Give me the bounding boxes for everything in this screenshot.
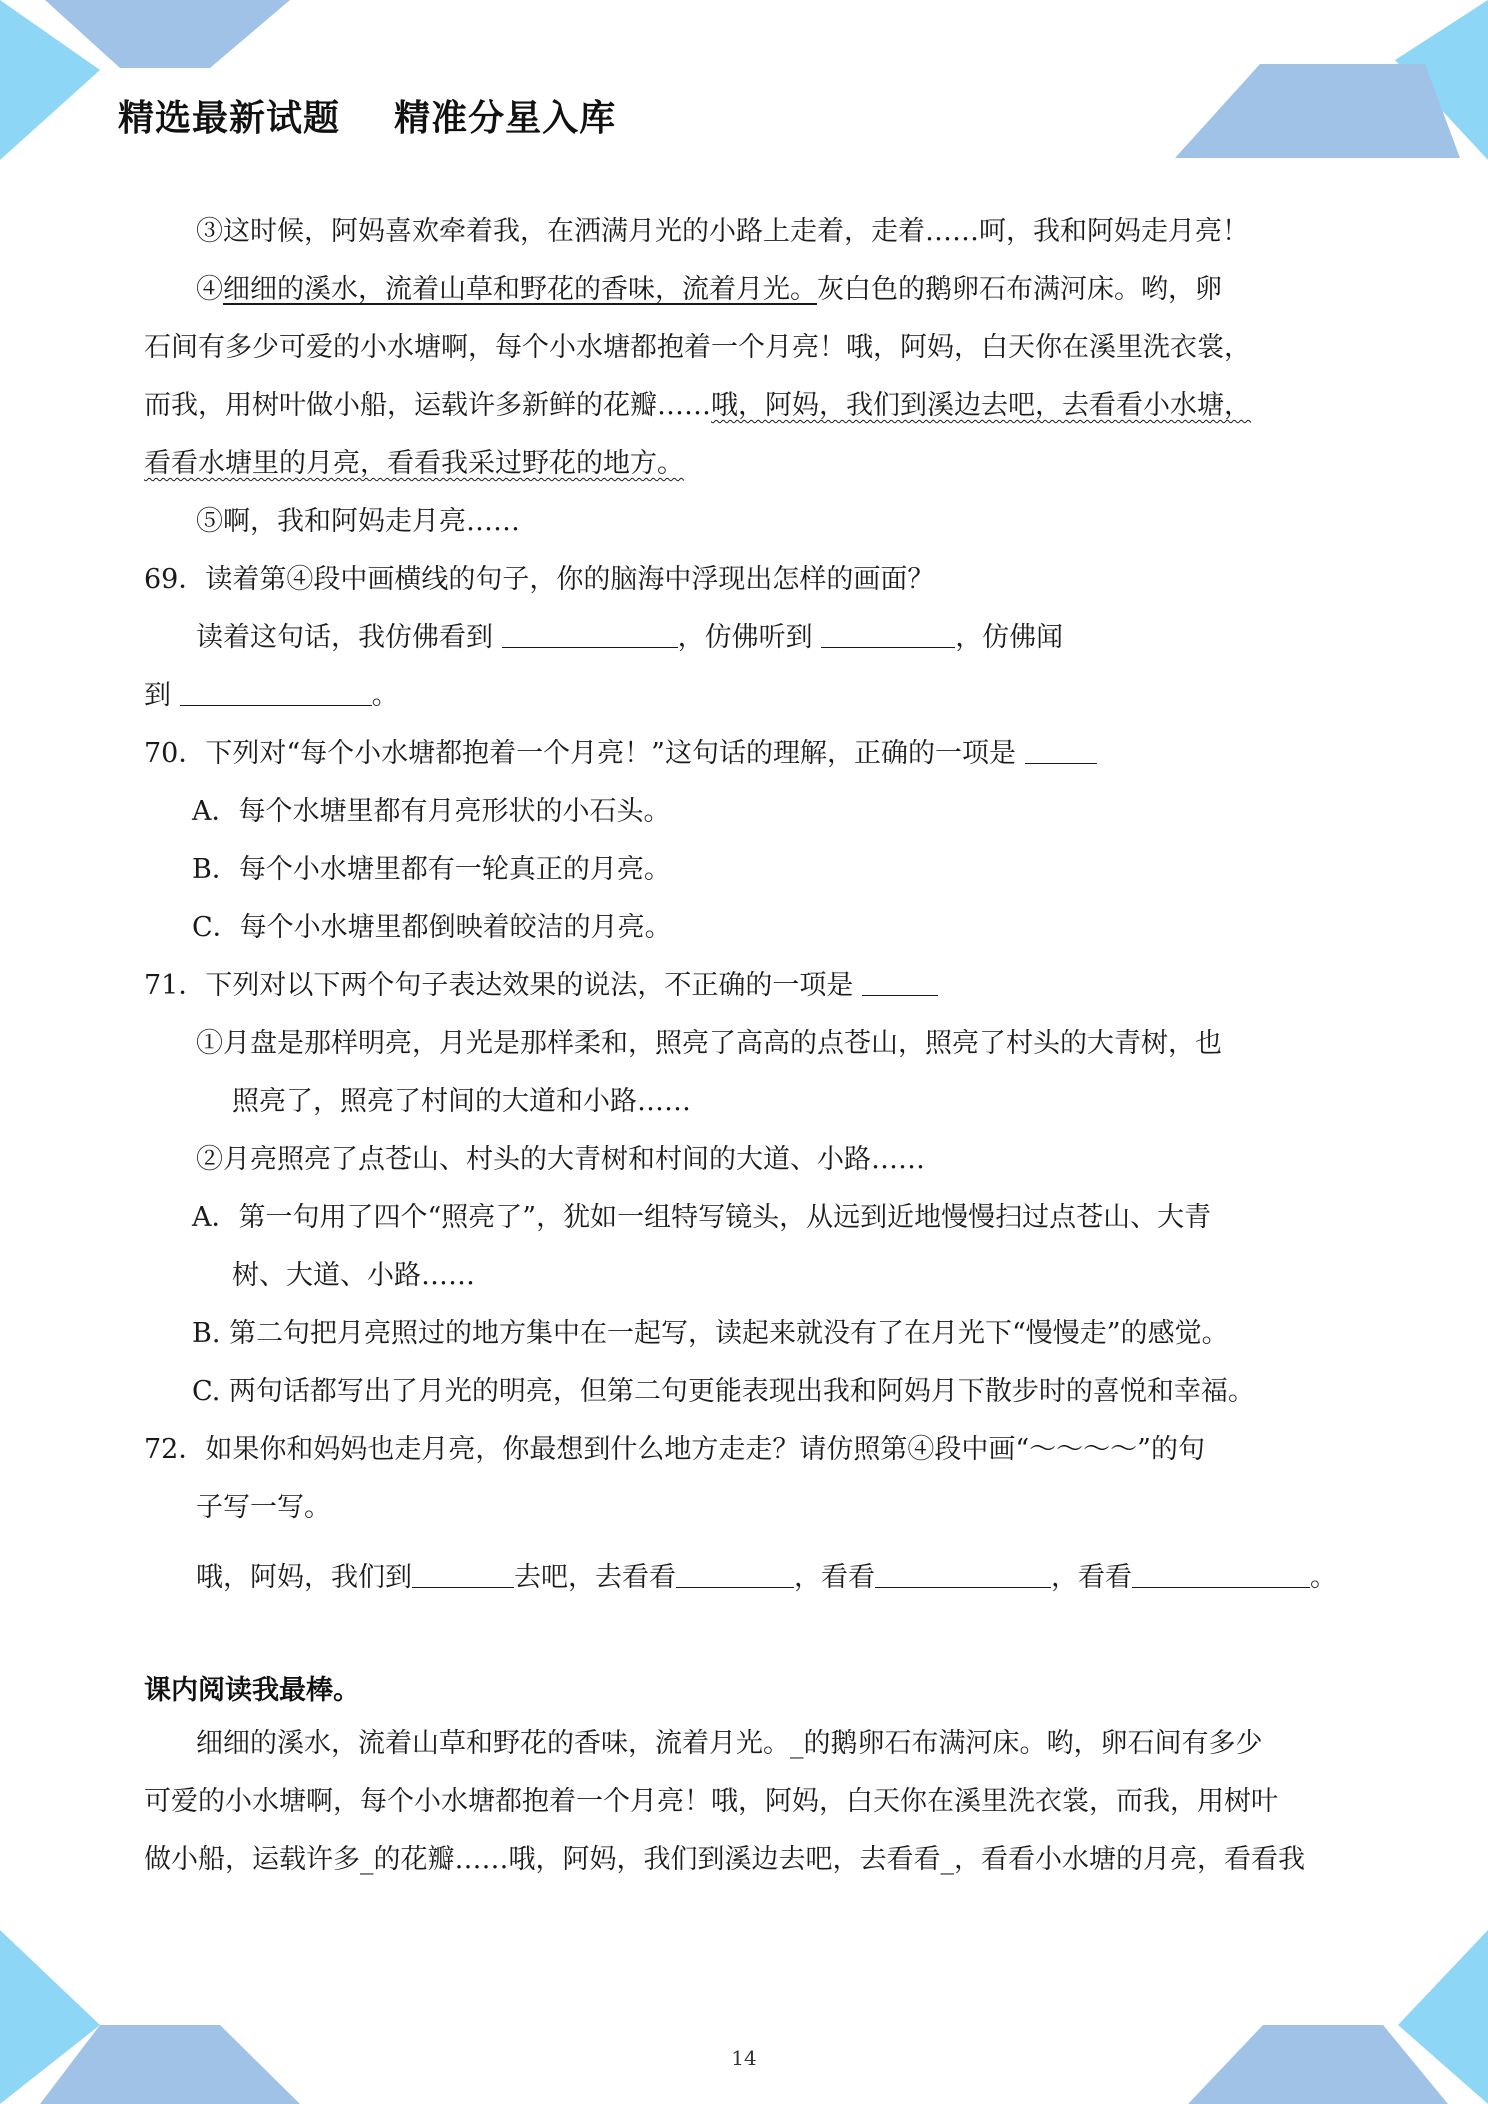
question-69-fill-line-1 bbox=[196, 620, 1063, 656]
fill-text: 。 bbox=[371, 680, 399, 711]
answer-blank[interactable] bbox=[1025, 737, 1097, 764]
fill-text: ，仿佛听到 bbox=[677, 622, 813, 653]
answer-blank[interactable] bbox=[412, 1561, 514, 1588]
section-passage-line-3: 做小船，运载许多_的花瓣……哦，阿妈，我们到溪边去吧，去看看_，看看小水塘的月亮，看看我 bbox=[144, 1844, 1305, 1875]
question-70-stem bbox=[144, 736, 1097, 772]
question-70-option-b: B．每个小水塘里都有一轮真正的月亮。 bbox=[192, 854, 671, 885]
question-69-fill-line-2 bbox=[144, 678, 399, 714]
passage-paragraph-4-line-3 bbox=[144, 388, 1251, 424]
passage-text: 而我，用树叶做小船，运载许多新鲜的花瓣…… bbox=[144, 390, 711, 421]
question-71-option-a-line-1: A．第一句用了四个“照亮了”，犹如一组特写镜头，从远到近地慢慢扫过点苍山、大青 bbox=[192, 1202, 1212, 1233]
wavy-underlined-sentence: 看看水塘里的月亮，看看我采过野花的地方。 bbox=[144, 448, 684, 479]
bottom-left-decoration bbox=[0, 1930, 310, 2104]
answer-blank[interactable] bbox=[821, 621, 955, 648]
question-71-stem bbox=[144, 968, 938, 1004]
wavy-underlined-sentence: 哦，阿妈，我们到溪边去吧，去看看小水塘， bbox=[711, 390, 1251, 421]
fill-text: 去吧，去看看 bbox=[514, 1562, 676, 1593]
question-text: 70．下列对“每个小水塘都抱着一个月亮！”这句话的理解，正确的一项是 bbox=[144, 738, 1016, 769]
answer-blank[interactable] bbox=[180, 679, 372, 706]
top-left-decoration bbox=[0, 0, 300, 170]
question-71-sentence-2: ②月亮照亮了点苍山、村头的大青树和村间的大道、小路…… bbox=[196, 1144, 925, 1175]
passage-paragraph-4-line-4 bbox=[144, 446, 684, 482]
question-71-option-c: C. 两句话都写出了月光的明亮，但第二句更能表现出我和阿妈月下散步时的喜悦和幸福。 bbox=[192, 1376, 1255, 1407]
question-70-option-c: C．每个小水塘里都倒映着皎洁的月亮。 bbox=[192, 912, 672, 943]
question-71-sentence-1-line-2: 照亮了，照亮了村间的大道和小路…… bbox=[232, 1086, 691, 1117]
straight-underlined-sentence: 细细的溪水，流着山草和野花的香味，流着月光。 bbox=[223, 274, 817, 305]
question-72-stem-line-1: 72．如果你和妈妈也走月亮，你最想到什么地方走走？请仿照第④段中画“～～～～”的句 bbox=[144, 1434, 1205, 1465]
passage-paragraph-5: ⑤啊，我和阿妈走月亮…… bbox=[196, 506, 520, 537]
fill-text: ，看看 bbox=[794, 1562, 875, 1593]
question-70-option-a: A．每个水塘里都有月亮形状的小石头。 bbox=[192, 796, 671, 827]
fill-text: 到 bbox=[144, 680, 171, 711]
fill-text: 。 bbox=[1310, 1562, 1337, 1593]
answer-blank[interactable] bbox=[502, 621, 678, 648]
question-69-stem: 69．读着第④段中画横线的句子，你的脑海中浮现出怎样的画面？ bbox=[144, 564, 935, 595]
answer-blank[interactable] bbox=[1132, 1561, 1310, 1588]
fill-text: ，仿佛闻 bbox=[955, 622, 1064, 653]
fill-text: 哦，阿妈，我们到 bbox=[196, 1562, 412, 1593]
question-72-fill-line bbox=[196, 1560, 1337, 1596]
passage-paragraph-4-line-2: 石间有多少可爱的小水塘啊，每个小水塘都抱着一个月亮！哦，阿妈，白天你在溪里洗衣裳， bbox=[144, 332, 1251, 363]
page-number: 14 bbox=[731, 2046, 757, 2070]
passage-paragraph-4-line-1 bbox=[196, 272, 1222, 308]
fill-text: ，看看 bbox=[1051, 1562, 1132, 1593]
answer-blank[interactable] bbox=[862, 969, 938, 996]
section-passage-line-1: 细细的溪水，流着山草和野花的香味，流着月光。_的鹅卵石布满河床。哟，卵石间有多少 bbox=[196, 1728, 1263, 1759]
question-71-option-b: B. 第二句把月亮照过的地方集中在一起写，读起来就没有了在月光下“慢慢走”的感觉。 bbox=[192, 1318, 1229, 1349]
section-passage-line-2: 可爱的小水塘啊，每个小水塘都抱着一个月亮！哦，阿妈，白天你在溪里洗衣裳，而我，用树叶 bbox=[144, 1786, 1278, 1817]
section-title: 课内阅读我最棒。 bbox=[144, 1675, 360, 1706]
question-72-stem-line-2: 子写一写。 bbox=[196, 1492, 331, 1523]
answer-blank[interactable] bbox=[676, 1561, 794, 1588]
passage-paragraph-3: ③这时候，阿妈喜欢牵着我，在洒满月光的小路上走着，走着……呵，我和阿妈走月亮！ bbox=[196, 216, 1249, 247]
top-right-decoration bbox=[1170, 0, 1488, 170]
fill-text: 读着这句话，我仿佛看到 bbox=[196, 622, 493, 653]
circled-number: ④ bbox=[196, 274, 223, 305]
question-71-sentence-1-line-1: ①月盘是那样明亮，月光是那样柔和，照亮了高高的点苍山，照亮了村头的大青树，也 bbox=[196, 1028, 1222, 1059]
header-title: 精选最新试题 精准分星入库 bbox=[118, 98, 617, 139]
answer-blank[interactable] bbox=[875, 1561, 1051, 1588]
question-71-option-a-line-2: 树、大道、小路…… bbox=[232, 1260, 475, 1291]
bottom-right-decoration bbox=[1178, 1930, 1488, 2104]
passage-text: 灰白色的鹅卵石布满河床。哟，卵 bbox=[817, 274, 1222, 305]
question-text: 71．下列对以下两个句子表达效果的说法，不正确的一项是 bbox=[144, 970, 854, 1001]
